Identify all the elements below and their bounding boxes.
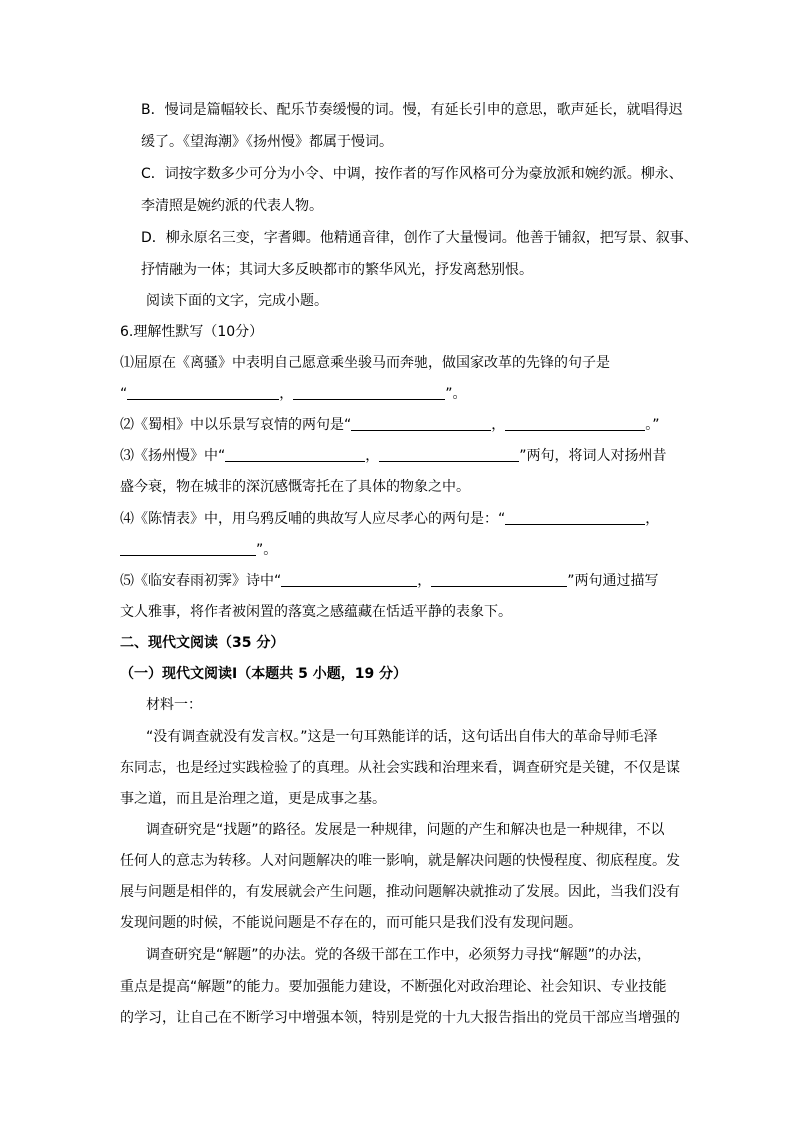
option-b-line2: 缓了。《望海潮》《扬州慢》都属于慢词。 <box>141 134 393 150</box>
comma: ， <box>491 417 506 433</box>
answer-blank[interactable] <box>505 416 645 431</box>
answer-blank[interactable] <box>281 572 417 587</box>
q6-item2-prefix: ⑵《蜀相》中以乐景写哀情的两句是“ <box>120 417 352 433</box>
q6-item3-prefix: ⑶《扬州慢》中“ <box>120 448 226 464</box>
q6-item5-suffix: ”两句通过描写 <box>567 573 659 589</box>
answer-blank[interactable] <box>505 510 645 525</box>
answer-blank[interactable] <box>225 447 365 462</box>
paragraph-1-line: “没有调查就没有发言权。”这是一句耳熟能详的话，这句话出自伟大的革命导师毛泽 <box>146 729 658 745</box>
material-label: 材料一： <box>146 697 202 713</box>
paragraph-3-line: 调查研究是“解题”的办法。党的各级干部在工作中，必须努力寻找“解题”的办法， <box>146 947 652 963</box>
paragraph-3-line: 的学习，让自己在不断学习中增强本领，特别是党的十九大报告指出的党员干部应当增强的 <box>120 1010 680 1026</box>
q6-item5-line2: 文人雅事，将作者被闲置的落寞之感蕴藏在恬适平静的表象下。 <box>120 604 512 620</box>
q6-item5-line1 <box>120 571 659 591</box>
paragraph-3-line: 重点是提高“解题”的能力。要加强能力建设，不断强化对政治理论、社会知识、专业技能 <box>120 979 667 995</box>
reading-instruction: 阅读下面的文字，完成小题。 <box>146 293 328 309</box>
answer-blank[interactable] <box>351 416 491 431</box>
paragraph-2-line: 展与问题是相伴的，有发展就会产生问题，推动问题解决就推动了发展。因此，当我们没有 <box>120 884 680 900</box>
close-quote: ”。 <box>256 542 278 558</box>
answer-blank[interactable] <box>431 572 567 587</box>
option-b-line1: B．慢词是篇幅较长、配乐节奏缓慢的词。慢，有延长引申的意思，歌声延长，就唱得迟 <box>141 102 683 118</box>
q6-item2 <box>120 415 660 435</box>
answer-blank[interactable] <box>293 385 445 400</box>
option-c-line2: 李清照是婉约派的代表人物。 <box>141 198 323 214</box>
answer-blank[interactable] <box>127 385 279 400</box>
q6-item3-suffix: ”两句，将词人对扬州昔 <box>519 448 667 464</box>
open-quote: “ <box>120 386 128 402</box>
comma: ， <box>645 511 660 527</box>
q6-item4-line2 <box>120 540 277 560</box>
close-quote: ”。 <box>445 386 467 402</box>
option-c-line1: C．词按字数多少可分为小令、中调，按作者的写作风格可分为豪放派和婉约派。柳永、 <box>141 166 683 182</box>
section-2-subtitle: （一）现代文阅读Ⅰ（本题共 5 小题，19 分） <box>120 666 408 682</box>
comma: ， <box>417 573 432 589</box>
answer-blank[interactable] <box>120 541 256 556</box>
close-quote: 。” <box>645 417 660 433</box>
comma: ， <box>365 448 380 464</box>
q6-item5-prefix: ⑸《临安春雨初霁》诗中“ <box>120 573 282 589</box>
paragraph-1-line: 东同志，也是经过实践检验了的真理。从社会实践和治理来看，调查研究是关键，不仅是谋 <box>120 760 680 776</box>
q6-item3-line1 <box>120 446 667 466</box>
option-d-line1: D．柳永原名三变，字耆卿。他精通音律，创作了大量慢词。他善于铺叙，把写景、叙事、 <box>141 230 698 246</box>
comma: ， <box>279 386 294 402</box>
q6-item4-line1 <box>120 509 659 529</box>
q6-item4-prefix: ⑷《陈情表》中，用乌鸦反哺的典故写人应尽孝心的两句是：“ <box>120 511 506 527</box>
answer-blank[interactable] <box>379 447 519 462</box>
option-d-line2: 抒情融为一体；其词大多反映都市的繁华风光，抒发离愁别恨。 <box>141 262 533 278</box>
paragraph-2-line: 任何人的意志为转移。人对问题解决的唯一影响，就是解决问题的快慢程度、彻底程度。发 <box>120 853 680 869</box>
paragraph-2-line: 发现问题的时候，不能说问题是不存在的，而可能只是我们没有发现问题。 <box>120 915 582 931</box>
q6-item3-line2: 盛今衰，物在城非的深沉感慨寄托在了具体的物象之中。 <box>120 479 470 495</box>
paragraph-2-line: 调查研究是“找题”的路径。发展是一种规律，问题的产生和解决也是一种规律，不以 <box>146 822 665 838</box>
paragraph-1-line: 事之道，而且是治理之道，更是成事之基。 <box>120 791 386 807</box>
q6-item1-blanks <box>120 384 467 404</box>
question-6-title: 6.理解性默写（10分） <box>120 324 264 340</box>
q6-item1-text: ⑴屈原在《离骚》中表明自己愿意乘坐骏马而奔驰，做国家改革的先锋的句子是 <box>120 355 610 371</box>
section-2-title: 二、现代文阅读（35 分） <box>120 635 285 651</box>
